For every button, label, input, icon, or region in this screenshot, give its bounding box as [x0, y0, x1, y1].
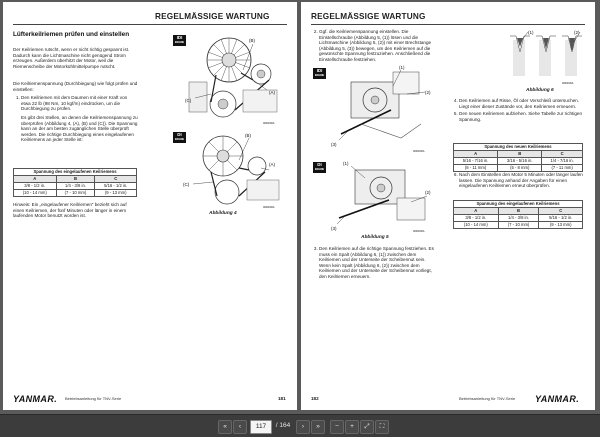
callout-1: (1): [528, 30, 534, 35]
table-title: Spannung des neuen Keilriemens: [454, 144, 583, 151]
prev-page-button[interactable]: ‹: [233, 420, 247, 434]
table-header: C: [539, 207, 583, 214]
callout-2: (2): [574, 30, 580, 35]
table-header: B: [498, 150, 542, 157]
table-cell: (7 - 11 mm): [542, 164, 583, 171]
badge-sub: ENGINE: [314, 74, 325, 77]
table-cell: (9 - 13 mm): [95, 189, 137, 196]
step-3: [311, 246, 436, 282]
zoom-in-button[interactable]: +: [345, 420, 359, 434]
page-header: REGELMÄSSIGE WARTUNG: [311, 12, 426, 21]
table-cell: 1/4 - 3/8 in.: [498, 214, 539, 221]
callout-b: (B): [249, 38, 255, 43]
page-number: 181: [278, 396, 286, 401]
steps-list: [13, 95, 138, 114]
table-cell: 5/16 - 7/16 in.: [454, 157, 498, 164]
callout-c: (C): [185, 98, 192, 103]
badge-text: DI: [317, 162, 322, 167]
step-6: [451, 172, 585, 191]
table-header: A: [14, 175, 57, 182]
callout-a: (A): [269, 162, 275, 167]
engine-belt-figure-bottom: [183, 130, 288, 210]
section-title: Lüfterkeilriemen prüfen und einstellen: [13, 31, 130, 38]
table-header: B: [56, 175, 95, 182]
table-cell: (9 - 13 mm): [539, 221, 583, 228]
figure-caption: Abbildung 5: [361, 235, 389, 240]
footer-text: Betriebsanleitung für TNV-Serie: [65, 396, 122, 401]
table-cell: (10 - 14 mm): [14, 189, 57, 196]
page-number: 182: [311, 396, 319, 401]
callout-c: (C): [183, 182, 190, 187]
yanmar-logo: YANMAR.: [13, 394, 58, 404]
page-header: REGELMÄSSIGE WARTUNG: [155, 12, 270, 21]
note-label: Hinweis:: [13, 202, 31, 207]
step-6-text: 6. Nach dem Einstellen den Motor 5 Minuten oder länger laufen lassen. Die Spannung anhand der Angaben für einen eingelaufenen Keilriemen erneut überprüfen.: [459, 172, 585, 189]
table-cell: (5 - 8 mm): [498, 164, 542, 171]
used-belt-tension-table: [13, 168, 137, 197]
di-engine-badge: [313, 162, 326, 173]
intro-paragraph-2: Die Keilriemenspannung (Durchbiegung) wie folgt prüfen und einstellen:: [13, 81, 138, 92]
table-cell: 3/16 - 5/16 in.: [498, 157, 542, 164]
yanmar-logo: YANMAR.: [535, 394, 580, 404]
callout-3: (3): [331, 142, 337, 147]
next-page-button[interactable]: ›: [296, 420, 310, 434]
step-5: 5. Den neuen Keilriemen aufziehen. Siehe Tabelle zur richtigen Spannung.: [459, 111, 585, 122]
callout-a: (A): [269, 90, 275, 95]
badge-sub: ENGINE: [314, 168, 325, 171]
step-1: 1. Den Keilriemen mit dem Daumen mit einer Kraft von etwa 22 lb (98 Nm, 10 kgf/m) eindrücken, um die Durchbiegung zu prüfen.: [21, 95, 138, 112]
figure-code: 0000000A: [562, 82, 574, 85]
belt-gap-figure: [506, 30, 586, 86]
badge-text: IDI: [316, 68, 323, 73]
badge-sub: ENGINE: [174, 138, 185, 141]
figure-code: 0000000A: [413, 150, 425, 153]
step-2: [311, 29, 436, 65]
table-header: C: [95, 175, 137, 182]
engine-belt-figure-top: [183, 30, 288, 126]
zoom-out-button[interactable]: −: [330, 420, 344, 434]
callout-2: (2): [425, 190, 431, 195]
header-rule: [311, 24, 585, 25]
step-1-detail: Es gibt drei Stellen, an denen die Keilriemenspannung zu überprüfen (Abbildung 4, (A), (B) und (C)). Die Spannung kann an der am besten zugänglichen Stelle überprüft werden. Die richtige Durchbiegung eines eingelaufenen Keilriemens an jeder Stelle ist:: [21, 115, 138, 143]
new-belt-tension-table: [453, 143, 583, 172]
table-cell: 3/8 - 1/2 in.: [14, 182, 57, 189]
table-cell: (7 - 10 mm): [498, 221, 539, 228]
table-cell: (7 - 10 mm): [56, 189, 95, 196]
document-page-right: [301, 2, 595, 410]
table-header: A: [454, 150, 498, 157]
badge-text: DI: [177, 132, 182, 137]
first-page-button[interactable]: «: [218, 420, 232, 434]
table-cell: 5/16 - 1/2 in.: [95, 182, 137, 189]
table-cell: 1/4 - 3/8 in.: [56, 182, 95, 189]
badge-sub: ENGINE: [174, 41, 185, 44]
step-2-text: 2. Ggf. die Keilriemenspannung einstellen. Die Einstellschraube (Abbildung 5, (1)) lösen und die Lichtmaschine (Abbildung 5, (2)) mit einer Brechstange (Abbildung 5, (3)) bewegen, um den Keilriemen auf die gewünschte Spannung festzuziehen. Anschließend die Einstellschraube festziehen.: [319, 29, 436, 63]
callout-1: (1): [343, 161, 349, 166]
figure-code: 0000000A: [413, 230, 425, 233]
idi-engine-badge: [313, 68, 326, 79]
step-3-text: 3. Den Keilriemen auf die richtige Spannung festziehen. Es muss ein Spalt (Abbildung 6, (1)) zwischen dem Keilriemen und der Unterseite der Scheibennut sein. Wenn kein Spalt (Abbildung 6, (2)) zwischen dem Keilriemen und der Unterseite der Scheibennut vorliegt, den Keilriemen erneuern.: [319, 246, 436, 280]
figure-caption: Abbildung 4: [209, 211, 237, 216]
table-cell: (10 - 14 mm): [454, 221, 499, 228]
document-page-left: [3, 2, 297, 410]
table-title: Spannung des eingelaufenen Keilriemens: [454, 201, 583, 208]
used-belt-tension-table: [453, 200, 583, 229]
page-number-input[interactable]: 117: [250, 420, 272, 434]
callout-3: (3): [331, 226, 337, 231]
callout-b: (B): [245, 133, 251, 138]
step-4: 4. Den Keilriemen auf Risse, Öl oder Verschleiß untersuchen. Liegt einer dieser Zustände vor, den Keilriemen erneuern.: [459, 98, 585, 109]
callout-2: (2): [425, 90, 431, 95]
intro-paragraph: Der Keilriemen rutscht, wenn er nicht richtig gespannt ist. Dadurch kann die Lichtmaschine nicht genügend Strom erzeugen. Außerdem überhitzt der Motor, weil die Riemenscheibe der Motorkühlmittelpumpe rutscht.: [13, 47, 130, 69]
table-title: Spannung des eingelaufenen Keilriemens: [14, 169, 137, 176]
header-rule: [13, 24, 287, 25]
fullscreen-icon[interactable]: ⛶: [375, 420, 389, 434]
table-cell: 5/16 - 1/2 in.: [539, 214, 583, 221]
table-cell: 1/4 - 7/16 in.: [542, 157, 583, 164]
table-header: C: [542, 150, 583, 157]
table-header: A: [454, 207, 499, 214]
figure-code: 0000000A: [263, 122, 275, 125]
fit-page-icon[interactable]: ⤢: [360, 420, 374, 434]
table-header: B: [498, 207, 539, 214]
figure-code: 0000000A: [263, 206, 275, 209]
viewer-toolbar: [0, 414, 600, 437]
callout-1: (1): [399, 65, 405, 70]
figure-caption: Abbildung 6: [526, 88, 554, 93]
note: [13, 202, 138, 219]
alternator-adjust-figure-top: [331, 64, 436, 154]
table-cell: 3/8 - 1/2 in.: [454, 214, 499, 221]
steps-4-5: [451, 98, 585, 124]
alternator-adjust-figure-bottom: [331, 158, 436, 234]
badge-text: IDI: [176, 35, 183, 40]
note-text: Ein „eingelaufener Keilriemen“ bezieht sich auf einen Keilriemen, der fünf Minuten oder länger in einem laufenden Motor benutzt worden ist.: [13, 202, 127, 219]
total-pages-label: / 164: [275, 422, 291, 429]
table-cell: (8 - 11 mm): [454, 164, 498, 171]
last-page-button[interactable]: »: [311, 420, 325, 434]
footer-text: Betriebsanleitung für TNV-Serie: [459, 396, 516, 401]
